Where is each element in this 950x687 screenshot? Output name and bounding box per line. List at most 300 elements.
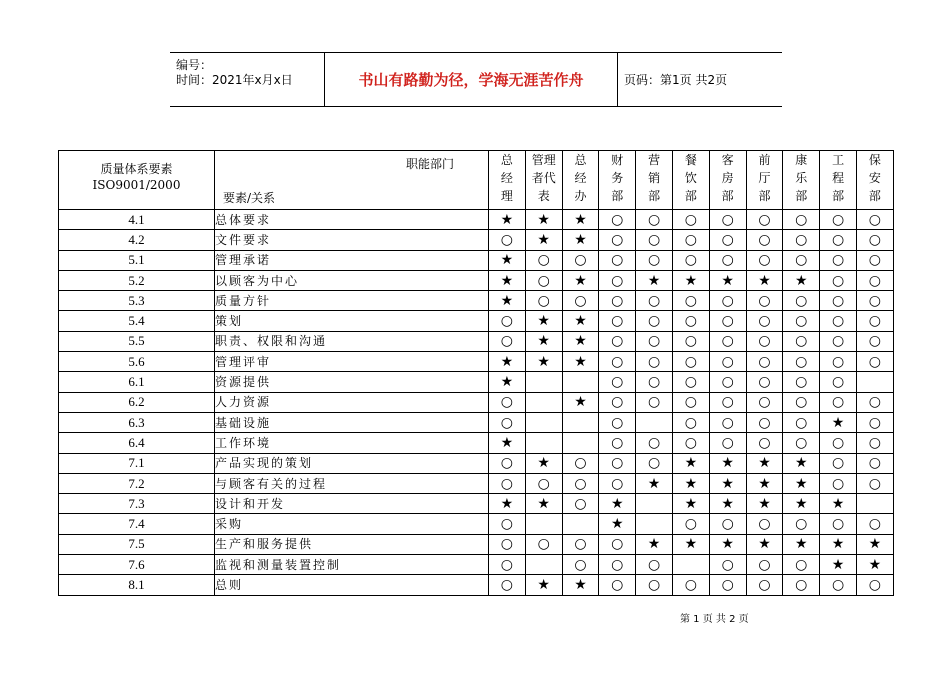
table-row <box>59 352 894 372</box>
number-label: 编号： <box>176 58 213 72</box>
department-header-text: 安 <box>868 171 881 185</box>
related-responsibility-mark: ○ <box>783 291 820 311</box>
related-responsibility-mark: ○ <box>709 311 746 331</box>
related-responsibility-mark: ○ <box>709 433 746 453</box>
department-header-text: 康 <box>795 153 808 167</box>
department-header-text: 程 <box>832 171 845 185</box>
primary-responsibility-mark: ★ <box>525 453 562 473</box>
related-responsibility-mark: ○ <box>672 230 709 250</box>
related-responsibility-mark: ○ <box>783 372 820 392</box>
department-header <box>746 151 783 210</box>
primary-responsibility-mark: ★ <box>783 494 820 514</box>
requirement-code: 7.6 <box>59 555 215 575</box>
requirement-name: 资源提供 <box>215 372 489 392</box>
related-responsibility-mark: ○ <box>599 555 636 575</box>
department-header-text: 经 <box>574 171 587 185</box>
requirement-name: 策划 <box>215 311 489 331</box>
related-responsibility-mark: ○ <box>599 270 636 290</box>
primary-responsibility-mark: ★ <box>746 453 783 473</box>
related-responsibility-mark: ○ <box>599 331 636 351</box>
requirement-name: 与顾客有关的过程 <box>215 473 489 493</box>
primary-responsibility-mark: ★ <box>562 311 599 331</box>
related-responsibility-mark: ○ <box>489 575 526 595</box>
requirement-name: 管理承诺 <box>215 250 489 270</box>
empty-cell <box>525 372 562 392</box>
footer-page-number: 第 1 页 共 2 页 <box>680 614 749 625</box>
primary-responsibility-mark: ★ <box>489 494 526 514</box>
primary-responsibility-mark: ★ <box>489 372 526 392</box>
responsibility-matrix <box>58 150 894 596</box>
related-responsibility-mark: ○ <box>783 311 820 331</box>
empty-cell <box>562 372 599 392</box>
primary-responsibility-mark: ★ <box>820 555 857 575</box>
related-responsibility-mark: ○ <box>709 555 746 575</box>
related-responsibility-mark: ○ <box>820 514 857 534</box>
related-responsibility-mark: ○ <box>489 514 526 534</box>
table-row <box>59 230 894 250</box>
requirement-name: 设计和开发 <box>215 494 489 514</box>
related-responsibility-mark: ○ <box>746 555 783 575</box>
related-responsibility-mark: ○ <box>746 210 783 230</box>
related-responsibility-mark: ○ <box>709 291 746 311</box>
related-responsibility-mark: ○ <box>599 372 636 392</box>
related-responsibility-mark: ○ <box>856 250 893 270</box>
related-responsibility-mark: ○ <box>489 412 526 432</box>
related-responsibility-mark: ○ <box>672 250 709 270</box>
related-responsibility-mark: ○ <box>489 331 526 351</box>
requirement-code: 5.2 <box>59 270 215 290</box>
primary-responsibility-mark: ★ <box>820 534 857 554</box>
requirement-name: 工作环境 <box>215 433 489 453</box>
primary-responsibility-mark: ★ <box>783 453 820 473</box>
related-responsibility-mark: ○ <box>746 372 783 392</box>
related-responsibility-mark: ○ <box>820 372 857 392</box>
requirement-code: 8.1 <box>59 575 215 595</box>
empty-cell <box>562 412 599 432</box>
requirement-code: 6.4 <box>59 433 215 453</box>
primary-responsibility-mark: ★ <box>709 270 746 290</box>
related-responsibility-mark: ○ <box>636 433 673 453</box>
related-responsibility-mark: ○ <box>783 514 820 534</box>
element-label: 要素/关系 <box>223 191 276 205</box>
time-label: 时间：2021年x月x日 <box>176 73 293 87</box>
related-responsibility-mark: ○ <box>599 433 636 453</box>
related-responsibility-mark: ○ <box>636 250 673 270</box>
related-responsibility-mark: ○ <box>636 210 673 230</box>
department-header <box>562 151 599 210</box>
related-responsibility-mark: ○ <box>783 555 820 575</box>
department-header-text: 厅 <box>758 171 771 185</box>
department-header <box>709 151 746 210</box>
table-row <box>59 311 894 331</box>
related-responsibility-mark: ○ <box>525 270 562 290</box>
table-row <box>59 534 894 554</box>
related-responsibility-mark: ○ <box>636 453 673 473</box>
related-responsibility-mark: ○ <box>709 210 746 230</box>
related-responsibility-mark: ○ <box>672 352 709 372</box>
primary-responsibility-mark: ★ <box>525 331 562 351</box>
department-header-text: 前 <box>758 153 771 167</box>
related-responsibility-mark: ○ <box>709 372 746 392</box>
department-header-text: 务 <box>611 171 624 185</box>
department-header-text: 部 <box>684 189 697 203</box>
empty-cell <box>562 514 599 534</box>
related-responsibility-mark: ○ <box>599 352 636 372</box>
table-row <box>59 473 894 493</box>
table-row <box>59 412 894 432</box>
related-responsibility-mark: ○ <box>599 291 636 311</box>
related-responsibility-mark: ○ <box>709 412 746 432</box>
related-responsibility-mark: ○ <box>820 230 857 250</box>
related-responsibility-mark: ○ <box>709 331 746 351</box>
primary-responsibility-mark: ★ <box>746 473 783 493</box>
primary-responsibility-mark: ★ <box>525 575 562 595</box>
requirement-name: 文件要求 <box>215 230 489 250</box>
requirement-code: 7.5 <box>59 534 215 554</box>
department-header-text: 部 <box>721 189 734 203</box>
department-header <box>636 151 673 210</box>
department-header-text: 办 <box>574 189 587 203</box>
related-responsibility-mark: ○ <box>636 392 673 412</box>
related-responsibility-mark: ○ <box>783 331 820 351</box>
requirement-name: 总体要求 <box>215 210 489 230</box>
requirement-name: 生产和服务提供 <box>215 534 489 554</box>
related-responsibility-mark: ○ <box>709 392 746 412</box>
empty-cell <box>562 433 599 453</box>
primary-responsibility-mark: ★ <box>746 534 783 554</box>
related-responsibility-mark: ○ <box>820 473 857 493</box>
empty-cell <box>525 555 562 575</box>
related-responsibility-mark: ○ <box>672 331 709 351</box>
table-row <box>59 250 894 270</box>
empty-cell <box>636 494 673 514</box>
requirement-code: 5.5 <box>59 331 215 351</box>
related-responsibility-mark: ○ <box>746 392 783 412</box>
primary-responsibility-mark: ★ <box>562 575 599 595</box>
department-header-text: 饮 <box>684 171 697 185</box>
related-responsibility-mark: ○ <box>489 555 526 575</box>
department-header-text: 保 <box>868 153 881 167</box>
primary-responsibility-mark: ★ <box>525 494 562 514</box>
related-responsibility-mark: ○ <box>746 331 783 351</box>
primary-responsibility-mark: ★ <box>672 473 709 493</box>
empty-cell <box>856 494 893 514</box>
related-responsibility-mark: ○ <box>746 250 783 270</box>
related-responsibility-mark: ○ <box>562 534 599 554</box>
department-header-text: 销 <box>648 171 661 185</box>
related-responsibility-mark: ○ <box>783 392 820 412</box>
department-header-text: 经 <box>500 171 513 185</box>
primary-responsibility-mark: ★ <box>525 352 562 372</box>
requirement-name: 人力资源 <box>215 392 489 412</box>
related-responsibility-mark: ○ <box>783 575 820 595</box>
department-header-text: 部 <box>868 189 881 203</box>
requirement-name: 产品实现的策划 <box>215 453 489 473</box>
related-responsibility-mark: ○ <box>820 311 857 331</box>
related-responsibility-mark: ○ <box>746 412 783 432</box>
table-row <box>59 392 894 412</box>
department-header <box>525 151 562 210</box>
empty-cell <box>525 392 562 412</box>
related-responsibility-mark: ○ <box>672 311 709 331</box>
primary-responsibility-mark: ★ <box>562 392 599 412</box>
primary-responsibility-mark: ★ <box>562 210 599 230</box>
primary-responsibility-mark: ★ <box>636 473 673 493</box>
empty-cell <box>525 514 562 534</box>
related-responsibility-mark: ○ <box>783 412 820 432</box>
related-responsibility-mark: ○ <box>599 392 636 412</box>
requirement-code: 5.4 <box>59 311 215 331</box>
primary-responsibility-mark: ★ <box>672 494 709 514</box>
department-header-text: 工 <box>832 153 845 167</box>
related-responsibility-mark: ○ <box>636 555 673 575</box>
table-row <box>59 575 894 595</box>
primary-responsibility-mark: ★ <box>525 210 562 230</box>
relation-header <box>215 151 489 210</box>
primary-responsibility-mark: ★ <box>709 494 746 514</box>
related-responsibility-mark: ○ <box>856 412 893 432</box>
primary-responsibility-mark: ★ <box>820 412 857 432</box>
department-header-text: 部 <box>648 189 661 203</box>
primary-responsibility-mark: ★ <box>783 270 820 290</box>
related-responsibility-mark: ○ <box>856 433 893 453</box>
requirement-code: 5.1 <box>59 250 215 270</box>
related-responsibility-mark: ○ <box>672 433 709 453</box>
related-responsibility-mark: ○ <box>562 494 599 514</box>
requirement-name: 采购 <box>215 514 489 534</box>
department-header-text: 部 <box>832 189 845 203</box>
primary-responsibility-mark: ★ <box>709 473 746 493</box>
department-header <box>856 151 893 210</box>
requirement-code: 6.1 <box>59 372 215 392</box>
related-responsibility-mark: ○ <box>820 331 857 351</box>
primary-responsibility-mark: ★ <box>746 494 783 514</box>
department-header-text: 部 <box>611 189 624 203</box>
primary-responsibility-mark: ★ <box>562 230 599 250</box>
related-responsibility-mark: ○ <box>489 392 526 412</box>
department-header-text: 财 <box>611 153 624 167</box>
requirement-header <box>59 151 215 210</box>
related-responsibility-mark: ○ <box>672 291 709 311</box>
primary-responsibility-mark: ★ <box>599 494 636 514</box>
related-responsibility-mark: ○ <box>783 210 820 230</box>
requirement-code: 4.2 <box>59 230 215 250</box>
related-responsibility-mark: ○ <box>820 270 857 290</box>
department-header-text: 总 <box>574 153 587 167</box>
primary-responsibility-mark: ★ <box>672 270 709 290</box>
requirement-code: 7.2 <box>59 473 215 493</box>
department-header-text: 管理 <box>531 153 556 167</box>
requirement-code: 6.3 <box>59 412 215 432</box>
related-responsibility-mark: ○ <box>599 250 636 270</box>
related-responsibility-mark: ○ <box>562 291 599 311</box>
related-responsibility-mark: ○ <box>746 575 783 595</box>
related-responsibility-mark: ○ <box>820 433 857 453</box>
related-responsibility-mark: ○ <box>856 230 893 250</box>
related-responsibility-mark: ○ <box>856 270 893 290</box>
requirement-name: 质量方针 <box>215 291 489 311</box>
primary-responsibility-mark: ★ <box>820 494 857 514</box>
related-responsibility-mark: ○ <box>599 534 636 554</box>
related-responsibility-mark: ○ <box>783 352 820 372</box>
related-responsibility-mark: ○ <box>783 250 820 270</box>
requirement-code: 6.2 <box>59 392 215 412</box>
primary-responsibility-mark: ★ <box>856 534 893 554</box>
primary-responsibility-mark: ★ <box>489 250 526 270</box>
table-row <box>59 331 894 351</box>
related-responsibility-mark: ○ <box>856 210 893 230</box>
department-header-text: 营 <box>648 153 661 167</box>
related-responsibility-mark: ○ <box>856 392 893 412</box>
related-responsibility-mark: ○ <box>636 230 673 250</box>
related-responsibility-mark: ○ <box>709 250 746 270</box>
related-responsibility-mark: ○ <box>820 210 857 230</box>
related-responsibility-mark: ○ <box>820 352 857 372</box>
related-responsibility-mark: ○ <box>636 352 673 372</box>
related-responsibility-mark: ○ <box>562 250 599 270</box>
related-responsibility-mark: ○ <box>525 473 562 493</box>
related-responsibility-mark: ○ <box>636 372 673 392</box>
related-responsibility-mark: ○ <box>709 352 746 372</box>
related-responsibility-mark: ○ <box>599 311 636 331</box>
table-row <box>59 494 894 514</box>
related-responsibility-mark: ○ <box>672 372 709 392</box>
related-responsibility-mark: ○ <box>746 352 783 372</box>
related-responsibility-mark: ○ <box>489 534 526 554</box>
related-responsibility-mark: ○ <box>489 311 526 331</box>
primary-responsibility-mark: ★ <box>783 473 820 493</box>
requirement-code: 7.1 <box>59 453 215 473</box>
requirement-code: 5.6 <box>59 352 215 372</box>
related-responsibility-mark: ○ <box>489 230 526 250</box>
related-responsibility-mark: ○ <box>599 230 636 250</box>
primary-responsibility-mark: ★ <box>709 534 746 554</box>
related-responsibility-mark: ○ <box>709 230 746 250</box>
requirement-code: 4.1 <box>59 210 215 230</box>
related-responsibility-mark: ○ <box>672 575 709 595</box>
related-responsibility-mark: ○ <box>856 352 893 372</box>
primary-responsibility-mark: ★ <box>489 270 526 290</box>
related-responsibility-mark: ○ <box>562 473 599 493</box>
related-responsibility-mark: ○ <box>856 311 893 331</box>
empty-cell <box>636 514 673 534</box>
motto: 书山有路勤为径，学海无涯苦作舟 <box>324 53 618 106</box>
department-header <box>489 151 526 210</box>
department-header <box>599 151 636 210</box>
requirement-code: 7.4 <box>59 514 215 534</box>
primary-responsibility-mark: ★ <box>636 270 673 290</box>
related-responsibility-mark: ○ <box>746 230 783 250</box>
related-responsibility-mark: ○ <box>636 291 673 311</box>
table-row <box>59 270 894 290</box>
table-row <box>59 291 894 311</box>
related-responsibility-mark: ○ <box>599 412 636 432</box>
primary-responsibility-mark: ★ <box>489 291 526 311</box>
department-header-text: 总 <box>500 153 513 167</box>
related-responsibility-mark: ○ <box>489 473 526 493</box>
header-meta <box>170 53 324 106</box>
related-responsibility-mark: ○ <box>672 412 709 432</box>
department-header-text: 餐 <box>684 153 697 167</box>
requirement-name: 职责、权限和沟通 <box>215 331 489 351</box>
related-responsibility-mark: ○ <box>709 514 746 534</box>
related-responsibility-mark: ○ <box>636 575 673 595</box>
empty-cell <box>672 555 709 575</box>
related-responsibility-mark: ○ <box>856 473 893 493</box>
empty-cell <box>525 433 562 453</box>
related-responsibility-mark: ○ <box>709 575 746 595</box>
department-header-text: 者代 <box>531 171 556 185</box>
related-responsibility-mark: ○ <box>525 250 562 270</box>
primary-responsibility-mark: ★ <box>562 352 599 372</box>
header-row <box>59 151 894 210</box>
table-row <box>59 210 894 230</box>
requirement-code: 5.3 <box>59 291 215 311</box>
primary-responsibility-mark: ★ <box>672 534 709 554</box>
related-responsibility-mark: ○ <box>525 291 562 311</box>
department-header-text: 乐 <box>795 171 808 185</box>
primary-responsibility-mark: ★ <box>562 331 599 351</box>
primary-responsibility-mark: ★ <box>489 433 526 453</box>
document-header <box>170 52 782 107</box>
related-responsibility-mark: ○ <box>599 210 636 230</box>
related-responsibility-mark: ○ <box>636 311 673 331</box>
primary-responsibility-mark: ★ <box>489 210 526 230</box>
primary-responsibility-mark: ★ <box>672 453 709 473</box>
related-responsibility-mark: ○ <box>820 392 857 412</box>
related-responsibility-mark: ○ <box>599 473 636 493</box>
related-responsibility-mark: ○ <box>636 331 673 351</box>
primary-responsibility-mark: ★ <box>636 534 673 554</box>
requirement-code: 7.3 <box>59 494 215 514</box>
empty-cell <box>856 372 893 392</box>
department-header-text: 部 <box>795 189 808 203</box>
related-responsibility-mark: ○ <box>672 392 709 412</box>
primary-responsibility-mark: ★ <box>746 270 783 290</box>
table-row <box>59 453 894 473</box>
table-row <box>59 514 894 534</box>
primary-responsibility-mark: ★ <box>562 270 599 290</box>
related-responsibility-mark: ○ <box>672 210 709 230</box>
department-header-text: 部 <box>758 189 771 203</box>
related-responsibility-mark: ○ <box>820 453 857 473</box>
department-header <box>672 151 709 210</box>
primary-responsibility-mark: ★ <box>599 514 636 534</box>
department-header-text: 理 <box>500 189 513 203</box>
related-responsibility-mark: ○ <box>783 433 820 453</box>
primary-responsibility-mark: ★ <box>783 534 820 554</box>
related-responsibility-mark: ○ <box>746 311 783 331</box>
department-header-text: 客 <box>721 153 734 167</box>
empty-cell <box>525 412 562 432</box>
related-responsibility-mark: ○ <box>856 331 893 351</box>
page-label: 页码：第1页 共2页 <box>624 73 728 87</box>
related-responsibility-mark: ○ <box>856 291 893 311</box>
table-row <box>59 555 894 575</box>
primary-responsibility-mark: ★ <box>856 555 893 575</box>
related-responsibility-mark: ○ <box>820 291 857 311</box>
requirement-name: 以顾客为中心 <box>215 270 489 290</box>
requirement-header-title: 质量体系要素 <box>100 162 173 176</box>
related-responsibility-mark: ○ <box>746 291 783 311</box>
department-header <box>820 151 857 210</box>
related-responsibility-mark: ○ <box>599 453 636 473</box>
related-responsibility-mark: ○ <box>856 575 893 595</box>
related-responsibility-mark: ○ <box>672 514 709 534</box>
related-responsibility-mark: ○ <box>746 433 783 453</box>
table-row <box>59 372 894 392</box>
primary-responsibility-mark: ★ <box>489 352 526 372</box>
